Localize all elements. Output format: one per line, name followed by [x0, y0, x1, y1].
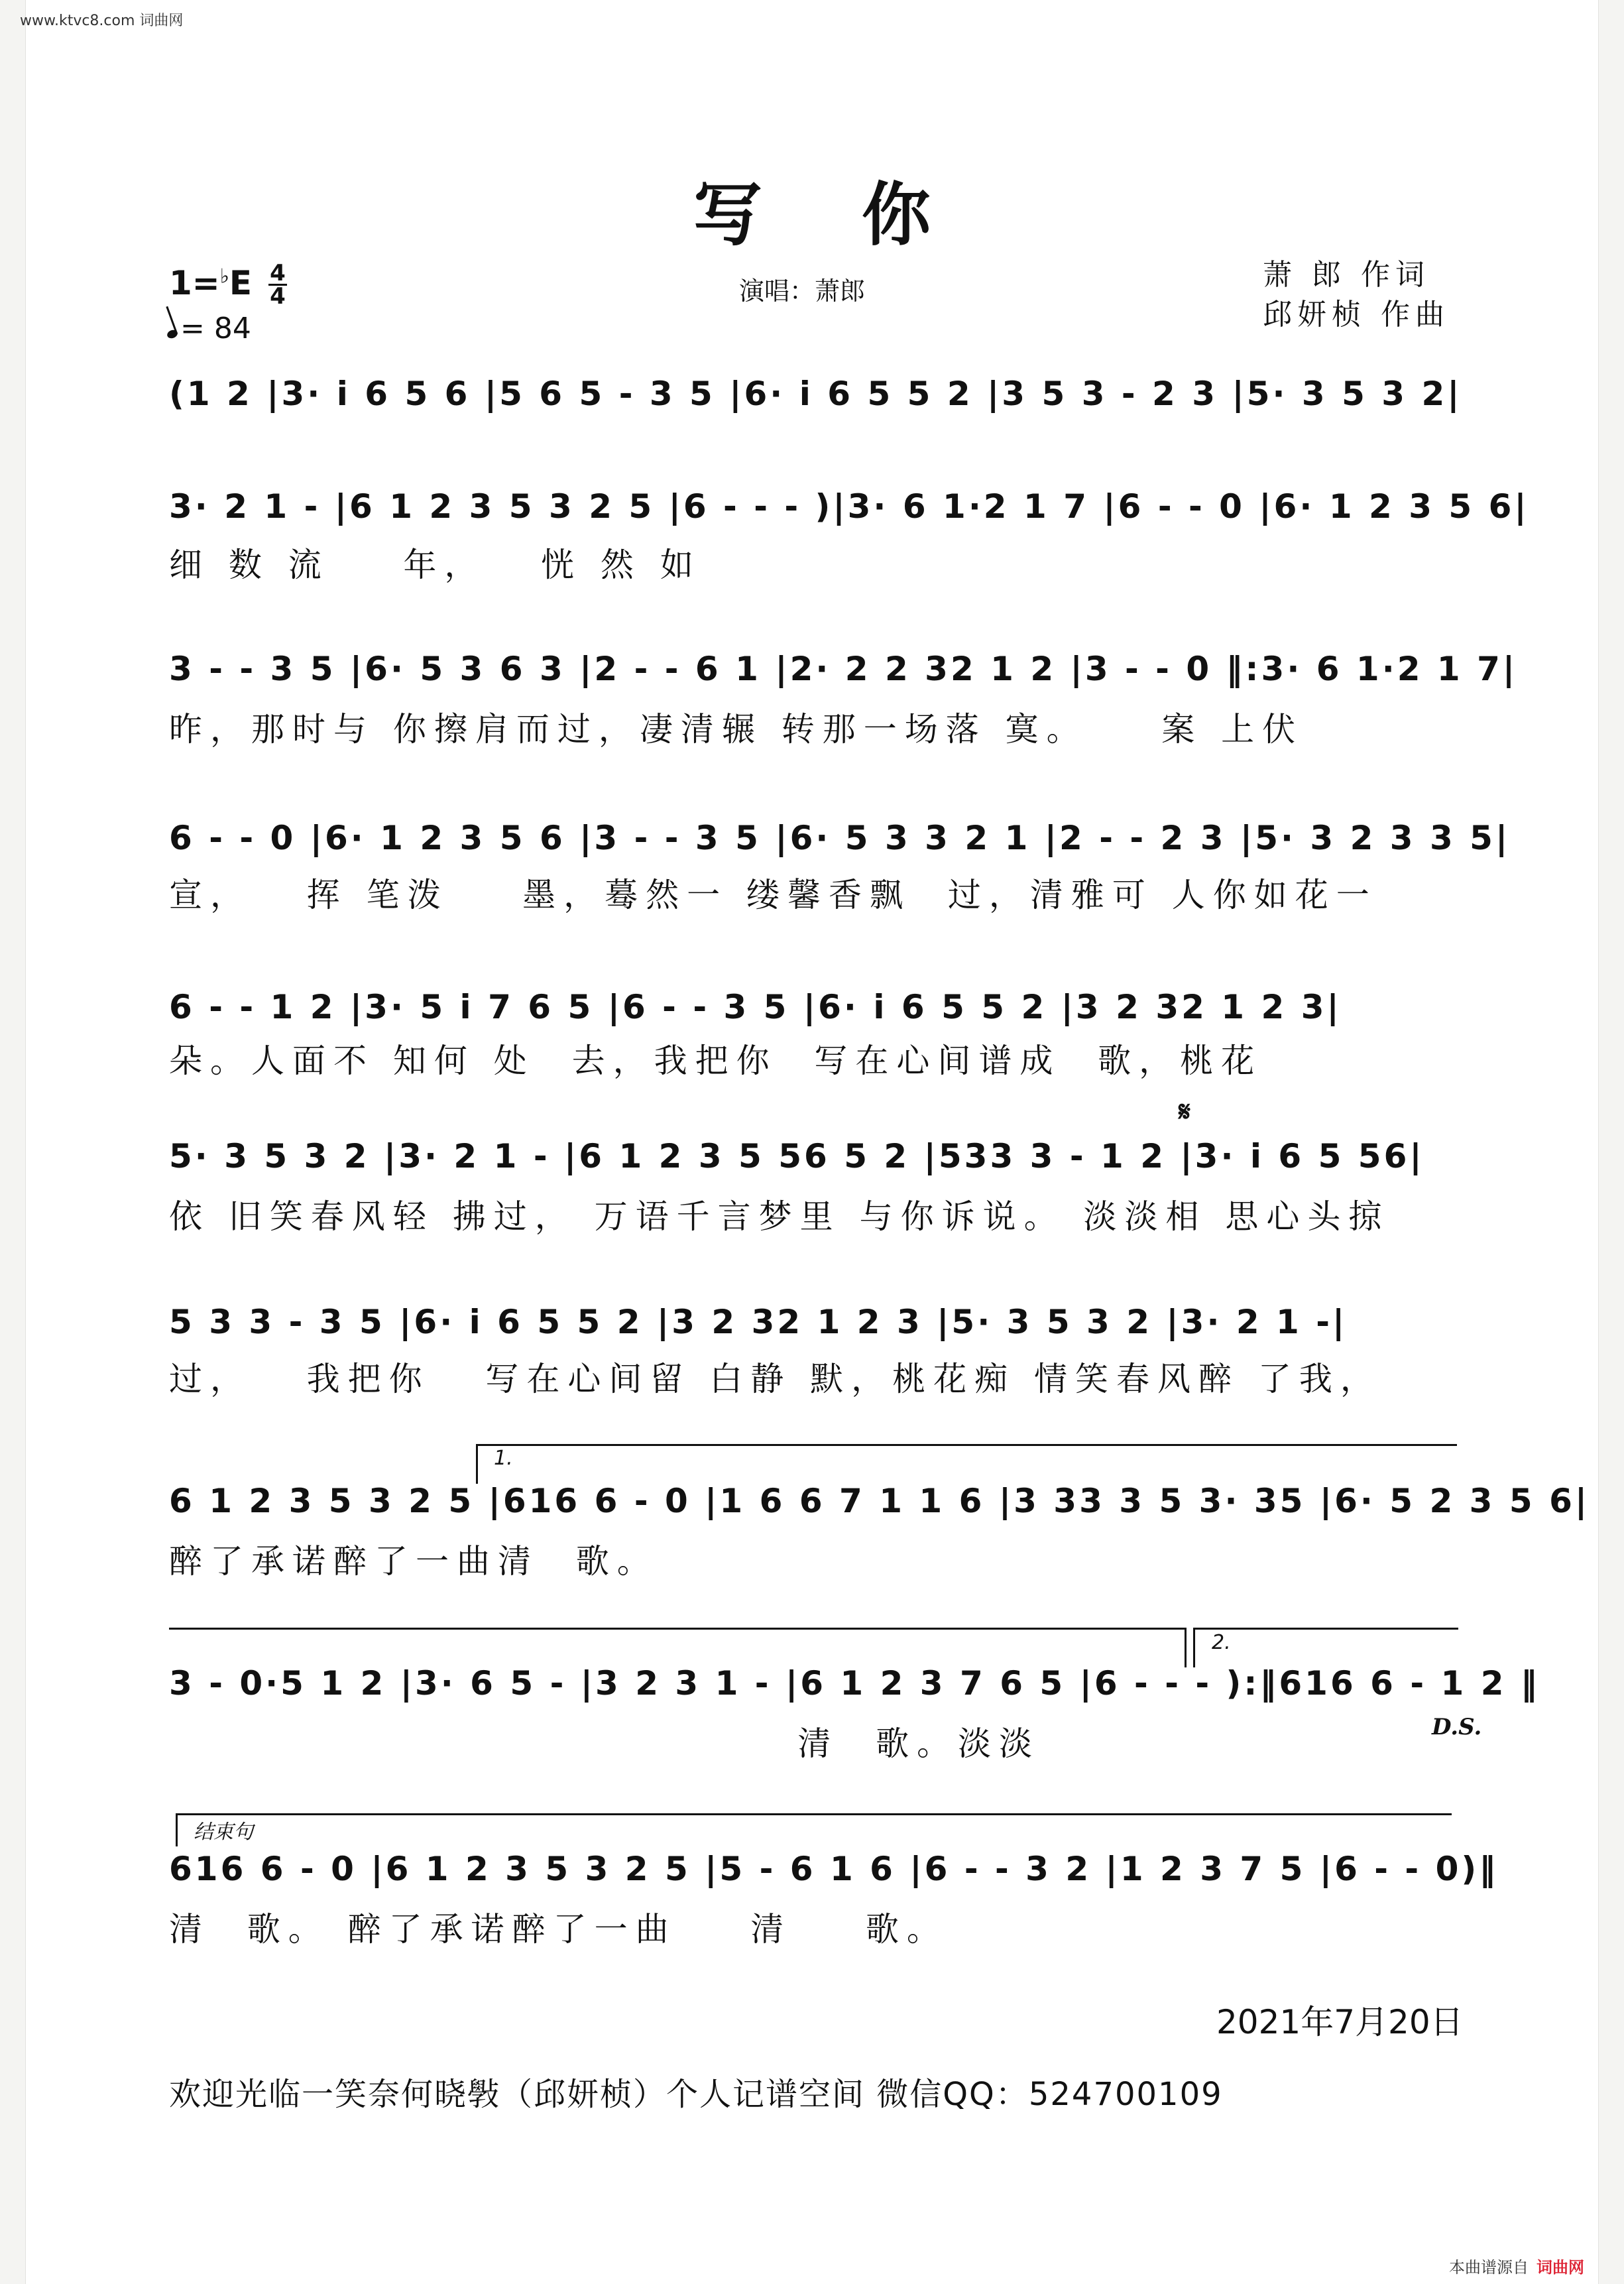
notation-row-1: (1 2 |3· i 6 5 6 |5 6 5 - 3 5 |6· i 6 5 5 2 |3 5 3 - 2 3 |5· 3 5 3 2| [169, 375, 1462, 413]
first-ending-label: 1. [494, 1447, 513, 1470]
right-margin-strip [1598, 0, 1624, 2284]
notation-row-6: 5· 3 5 3 2 |3· 2 1 - |6 1 2 3 5 56 5 2 |533 3 - 1 2 |3· i 6 5 56| [169, 1137, 1424, 1175]
notation-row-2: 3· 2 1 - |6 1 2 3 5 3 2 5 |6 - - - )|3· 6 1·2 1 7 |6 - - 0 |6· 1 2 3 5 6| [169, 487, 1529, 526]
quarter-note-icon [166, 329, 178, 340]
key-prefix: 1= [169, 264, 220, 302]
lyrics-row-5: 朵。人面不 知何 处 去，我把你 写在心间谱成 歌，桃花 [169, 1042, 1263, 1080]
page-title: 写你 [693, 174, 1030, 255]
coda-label: 结束句 [194, 1821, 253, 1844]
left-margin-strip [0, 0, 26, 2284]
second-ending-bracket [1193, 1628, 1458, 1630]
date-stamp: 2021年7月20日 [1216, 2003, 1464, 2041]
first-ending-bracket [476, 1444, 1457, 1446]
watermark-site-logo[interactable]: 词曲网 [1537, 2258, 1584, 2277]
tempo-value: = 84 [180, 312, 251, 345]
key-signature [169, 264, 252, 302]
lyrics-row-10: 清 歌。 醉了承诺醉了一曲 清 歌。 [169, 1910, 948, 1949]
lyrics-row-4: 宣， 挥 笔泼 墨，蓦然一 缕馨香飘 过，清雅可 人你如花一 [169, 876, 1377, 914]
notation-row-5: 6 - - 1 2 |3· 5 i 7 6 5 |6 - - 3 5 |6· i 6 5 5 2 |3 2 32 1 2 3| [169, 988, 1342, 1026]
notation-row-4: 6 - - 0 |6· 1 2 3 5 6 |3 - - 3 5 |6· 5 3 3 2 1 |2 - - 2 3 |5· 3 2 3 3 5| [169, 819, 1511, 857]
notation-row-9: 3 - 0·5 1 2 |3· 6 5 - |3 2 3 1 - |6 1 2 3 7 6 5 |6 - - - ):‖616 6 - 1 2 ‖ [169, 1664, 1540, 1703]
first-ending-tick [476, 1444, 478, 1484]
ds-mark: D.S. [1432, 1714, 1482, 1740]
singer-credit: 演唱：萧郎 [739, 276, 866, 306]
lyrics-row-9: 清 歌。淡淡 [169, 1724, 1041, 1763]
lyricist-credit: 萧 郎 作词 [1263, 258, 1430, 292]
tempo-mark [167, 312, 251, 345]
notation-row-10: 616 6 - 0 |6 1 2 3 5 3 2 5 |5 - 6 1 6 |6 - - 3 2 |1 2 3 7 5 |6 - - 0)‖ [169, 1850, 1499, 1888]
segno-sign: 𝄋 [1179, 1095, 1191, 1128]
meter-top: 4 [270, 260, 286, 286]
second-ending-tick [1193, 1628, 1195, 1667]
second-ending-label: 2. [1212, 1631, 1231, 1654]
meter-bottom: 4 [270, 283, 286, 310]
lyrics-row-6: 依 旧笑春风轻 拂过， 万语千言梦里 与你诉说。 淡淡相 思心头掠 [169, 1197, 1390, 1236]
composer-credit: 邱妍桢 作曲 [1263, 298, 1450, 331]
lyrics-row-3: 昨，那时与 你擦肩而过，凄清辗 转那一场落 寞。 案 上伏 [169, 710, 1304, 749]
notation-row-3: 3 - - 3 5 |6· 5 3 6 3 |2 - - 6 1 |2· 2 2 32 1 2 |3 - - 0 ‖:3· 6 1·2 1 7| [169, 650, 1518, 688]
lyrics-row-8: 醉了承诺醉了一曲清 歌。 [169, 1542, 658, 1581]
footer-note: 欢迎光临一笑奈何晓斅（邱妍桢）个人记谱空间 微信QQ：524700109 [169, 2076, 1223, 2113]
lyrics-row-2: 细 数 流 年， 恍 然 如 [169, 546, 701, 584]
source-watermark [1449, 2254, 1584, 2277]
coda-bracket [176, 1813, 1452, 1815]
first-ending-end-tick [1185, 1628, 1187, 1667]
lyrics-row-7: 过， 我把你 写在心间留 白静 默，桃花痴 情笑春风醉 了我， [169, 1360, 1381, 1398]
time-signature [268, 260, 287, 310]
notation-row-7: 5 3 3 - 3 5 |6· i 6 5 5 2 |3 2 32 1 2 3 |5· 3 5 3 2 |3· 2 1 -| [169, 1303, 1348, 1341]
flat-symbol: ♭ [219, 265, 229, 288]
watermark-text: 本曲谱源自 [1449, 2258, 1529, 2277]
site-url: www.ktvc8.com 词曲网 [20, 13, 184, 29]
key-note: E [229, 264, 252, 302]
coda-bracket-tick [176, 1813, 178, 1846]
notation-row-8: 6 1 2 3 5 3 2 5 |616 6 - 0 |1 6 6 7 1 1 6 |3 33 3 5 3· 35 |6· 5 2 3 5 6| [169, 1482, 1590, 1520]
first-ending-bracket-continued [169, 1628, 1187, 1630]
